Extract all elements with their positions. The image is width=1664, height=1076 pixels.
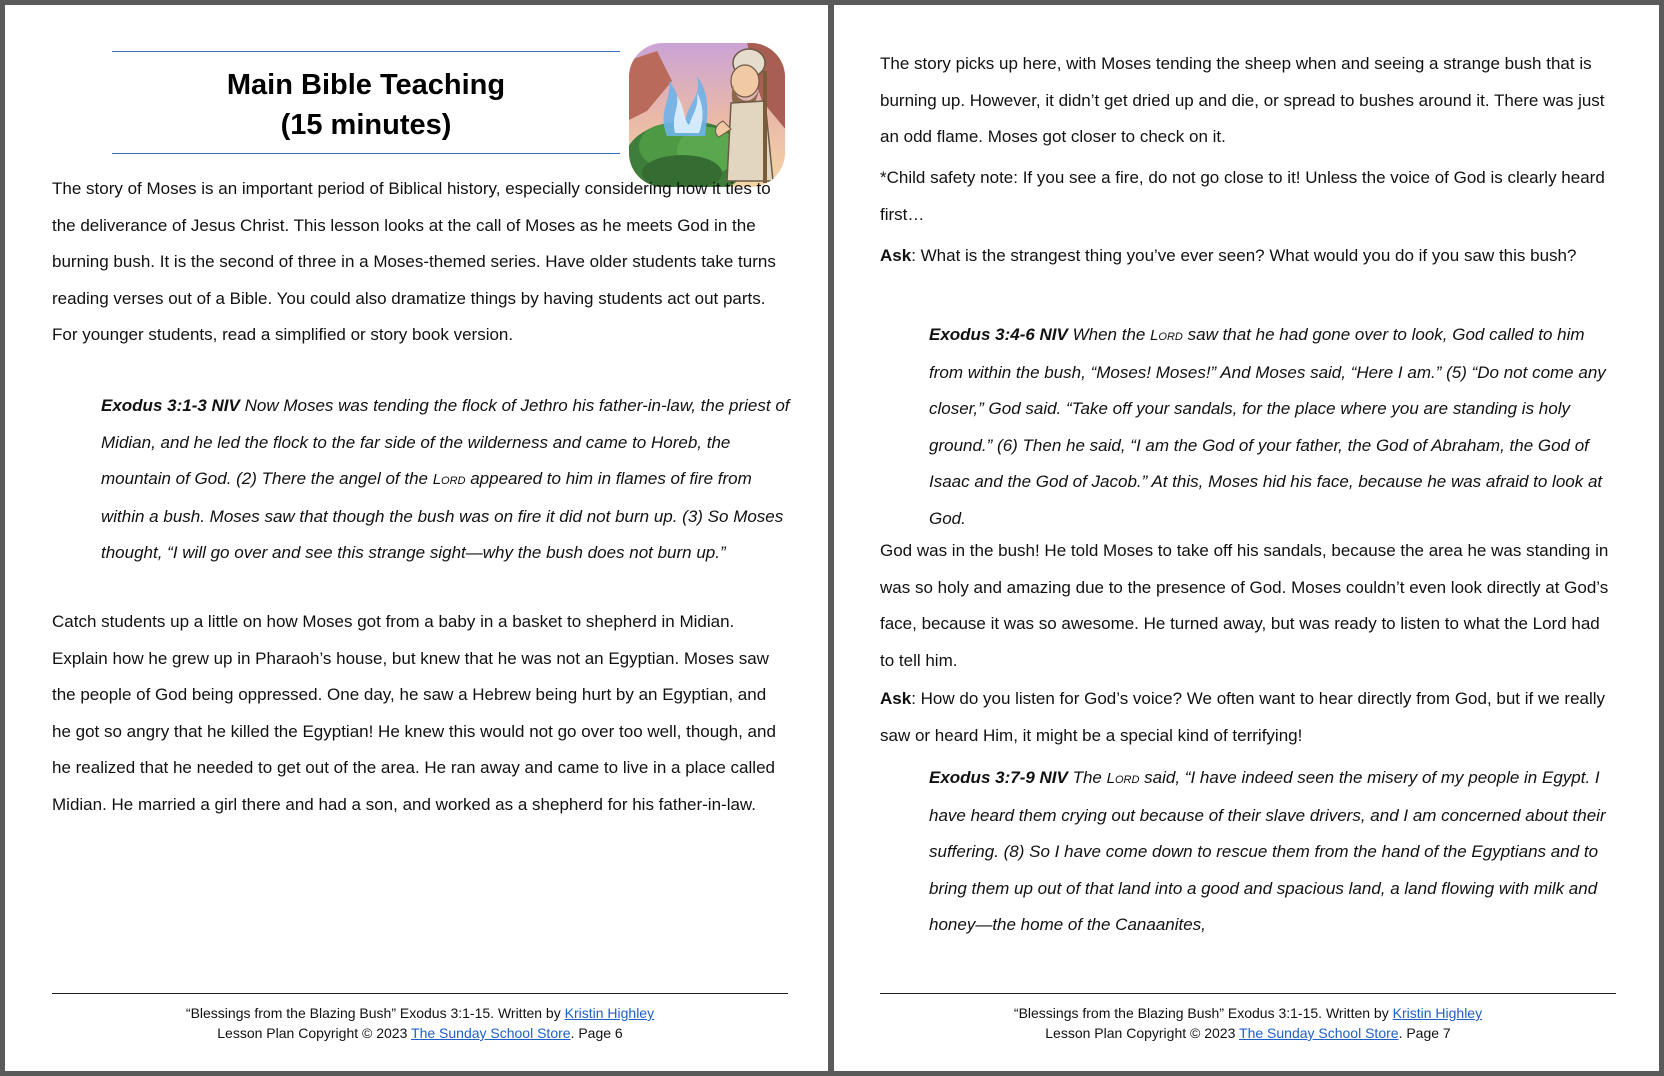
scripture-exodus-3-1-3 [101,388,791,572]
footer-line1 [52,1003,788,1023]
lord-smallcaps: Lord [432,471,466,488]
footer-lesson-title: “Blessings from the Blazing Bush” Exodus 3:1-15. Written by [1013,1005,1393,1021]
scripture-text-b: appeared to him in flames of fire from within a bush. Moses saw that though the bush was on fire it did not burn up. (3) So Moses thought, “I will go over and see this strange sight—why the bush does not burn up.” [101,469,784,562]
title-rule-top [112,51,620,52]
lord-smallcaps: Lord [1150,327,1183,344]
footer-lesson-title: “Blessings from the Blazing Bush” Exodus 3:1-15. Written by [185,1005,565,1021]
scripture-exodus-3-4-6 [929,317,1619,537]
footer-copyright: Lesson Plan Copyright © 2023 [1045,1025,1240,1041]
moses-background-paragraph: Catch students up a little on how Moses got from a baby in a basket to shepherd in Midian. Explain how he grew up in Pharaoh’s house, but knew that he was not an Egyptian. Moses saw the people of God being oppressed. One day, he saw a Hebrew being hurt by an Egyptian, and he got so angry that he killed the Egyptian! He knew this would not go over too well, though, and he realized that he needed to get out of the area. He ran away and came to live in a place called Midian. He married a girl there and had a son, and worked as a shepherd for his father-in-law. [52,612,776,814]
page-number: . Page 6 [570,1025,623,1041]
footer [52,1003,788,1043]
scripture-text-a: The [1067,768,1107,787]
scripture-exodus-3-7-9 [929,760,1619,944]
author-link[interactable]: Kristin Highley [564,1005,655,1021]
footer-rule [52,993,788,994]
title-rule-bottom [112,153,620,154]
footer-line1 [880,1003,1616,1023]
safety-note: *Child safety note: If you see a fire, do not go close to it! Unless the voice of God is clearly heard first… [880,168,1605,224]
scripture-text-b: said, “I have indeed seen the misery of my people in Egypt. I have heard them crying out because of their slave drivers, and I am concerned about their suffering. (8) So I have come down to rescue them from the hand of the Egyptians and to bring them up out of that land into a good and spacious land, a land flowing with milk and honey—the home of the Canaanites, [929,768,1606,934]
lord-smallcaps: Lord [1106,770,1140,787]
page-6 [5,5,828,1071]
footer [880,1003,1616,1043]
ask-text: : How do you listen for God’s voice? We often want to hear directly from God, but if we really saw or heard Him, it might be a special kind of terrifying! [880,689,1606,745]
footer-line2 [880,1023,1616,1043]
section-title [112,65,620,145]
god-in-bush-paragraph: God was in the bush! He told Moses to take off his sandals, because the area he was standing in was so holy and amazing due to the presence of God. Moses couldn’t even look directly at God’s face, because it was so awesome. He turned away, but was ready to listen to what the Lord had to tell him. [880,541,1609,670]
scripture-ref: Exodus 3:1-3 NIV [101,396,240,415]
section-title-line1: Main Bible Teaching [226,69,506,101]
footer-copyright: Lesson Plan Copyright © 2023 [217,1025,412,1041]
scripture-text-a: Now Moses was tending the flock of Jethro his father-in-law, the priest of Midian, and he led the flock to the far side of the wilderness and came to Horeb, the mountain of God. (2) There the angel of the [101,396,790,488]
ask-label: Ask [880,689,912,708]
ask-text: : What is the strangest thing you’ve ever seen? What would you do if you saw this bush? [911,246,1577,265]
story-paragraph: The story picks up here, with Moses tending the sheep when and seeing a strange bush that is burning up. However, it didn’t get dried up and die, or spread to bushes around it. There was just an odd flame. Moses got closer to check on it. [880,54,1605,146]
scripture-text-a: When the [1067,325,1151,344]
scripture-ref: Exodus 3:7-9 NIV [929,768,1068,787]
store-link[interactable]: The Sunday School Store [1239,1025,1399,1041]
ask-question-1 [880,238,1615,275]
footer-rule [880,993,1616,994]
section-title-line2: (15 minutes) [280,109,452,141]
moses-burning-bush-illustration [627,41,787,189]
footer-line2 [52,1023,788,1043]
ask-question-2 [880,681,1615,754]
store-link[interactable]: The Sunday School Store [411,1025,571,1041]
ask-label: Ask [880,246,912,265]
author-link[interactable]: Kristin Highley [1392,1005,1483,1021]
page-number: . Page 7 [1398,1025,1451,1041]
scripture-ref: Exodus 3:4-6 NIV [929,325,1068,344]
intro-paragraph: The story of Moses is an important period of Biblical history, especially considering how it ties to the deliverance of Jesus Christ. This lesson looks at the call of Moses as he meets God in the burning bush. It is the second of three in a Moses-themed series. Have older students take turns reading verses out of a Bible. You could also dramatize things by having students act out parts. For younger students, read a simplified or story book version. [52,179,776,344]
scripture-text-b: saw that he had gone over to look, God called to him from within the bush, “Moses! Moses!” And Moses said, “Here I am.” (5) “Do not come any closer,” God said. “Take off your sandals, for the place where you are standing is holy ground.” (6) Then he said, “I am the God of your father, the God of Abraham, the God of Isaac and the God of Jacob.” At this, Moses hid his face, because he was afraid to look at God. [929,325,1606,528]
page-7 [834,5,1659,1071]
